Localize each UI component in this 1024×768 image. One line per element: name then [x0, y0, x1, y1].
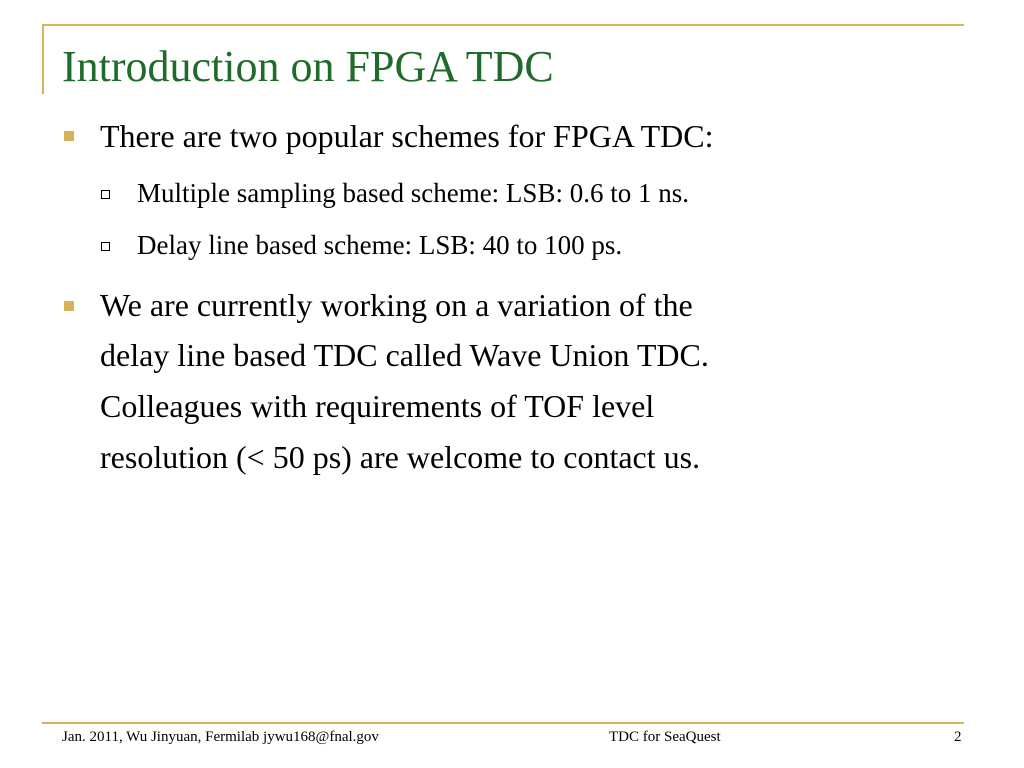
footer-rule	[42, 722, 964, 724]
sub-bullet-hollow-square-icon	[101, 190, 110, 199]
footer-left-text: Jan. 2011, Wu Jinyuan, Fermilab jywu168@fnal.gov	[62, 729, 379, 745]
bullet-2-line-2: delay line based TDC called Wave Union TDC.	[100, 337, 709, 373]
bullet-square-icon	[64, 301, 74, 311]
bullet-2-line-3: Colleagues with requirements of TOF level	[100, 388, 655, 424]
footer-page-number: 2	[954, 729, 962, 745]
bullet-2-line-4: resolution (< 50 ps) are welcome to contact us.	[100, 439, 701, 475]
bullet-2-line-1: We are currently working on a variation of the	[100, 287, 693, 323]
sub-bullet-2-text: Delay line based scheme: LSB: 40 to 100 ps.	[137, 230, 623, 260]
slide-title: Introduction on FPGA TDC	[62, 42, 554, 91]
bullet-1-text: There are two popular schemes for FPGA TDC:	[100, 118, 714, 154]
bullet-square-icon	[64, 131, 74, 141]
footer-center-text: TDC for SeaQuest	[609, 729, 721, 745]
top-frame-rule	[42, 24, 964, 26]
sub-bullet-hollow-square-icon	[101, 242, 110, 251]
left-frame-rule	[42, 24, 44, 94]
sub-bullet-1-text: Multiple sampling based scheme: LSB: 0.6 to 1 ns.	[137, 178, 689, 208]
